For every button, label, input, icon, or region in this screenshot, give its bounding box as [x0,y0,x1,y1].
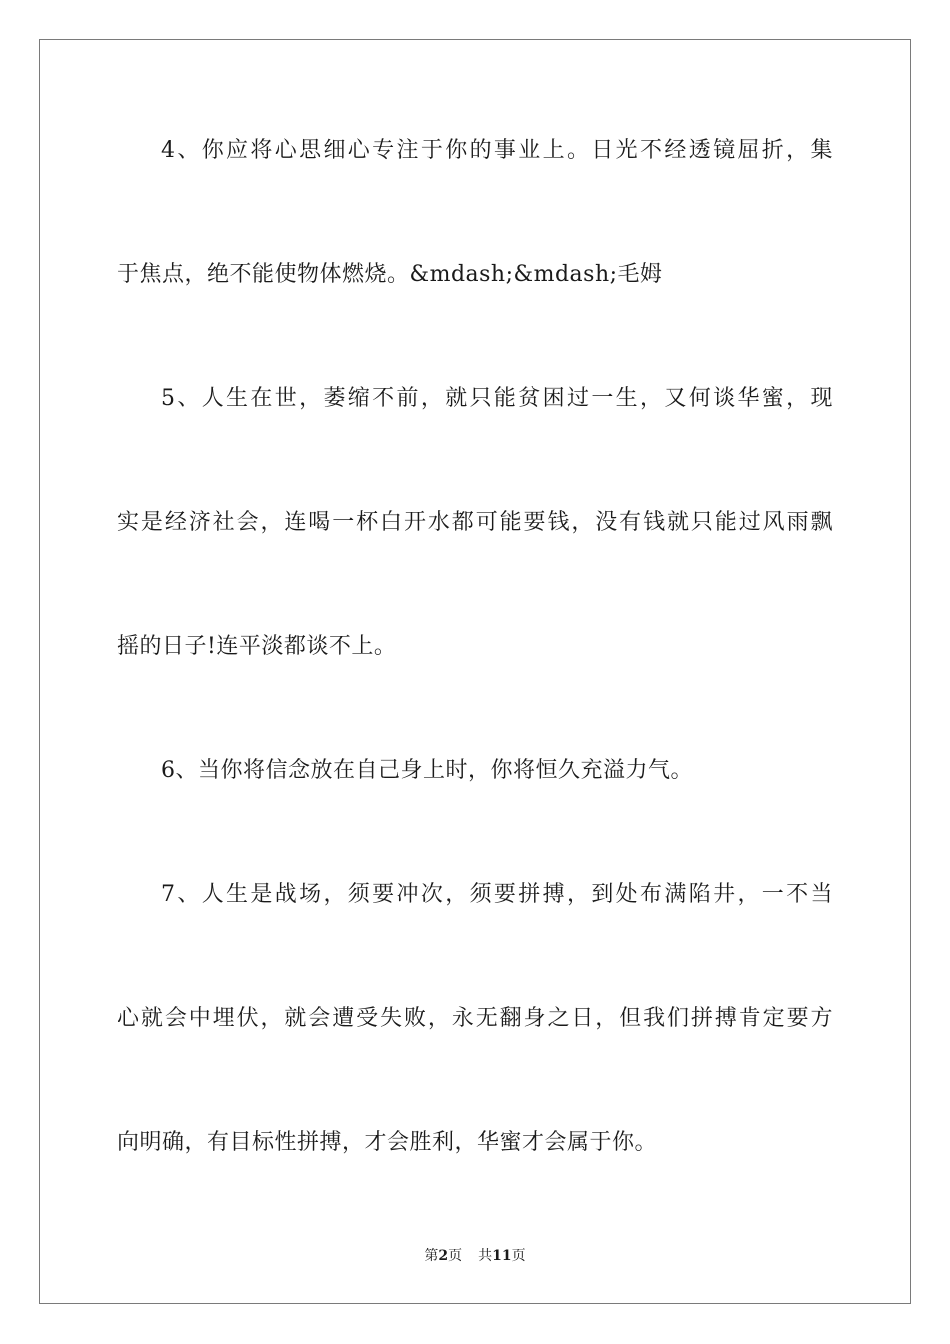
footer-page-suffix: 页 [448,1248,463,1264]
paragraph-5-line-3: 摇的日子!连平淡都谈不上。 [117,634,397,659]
paragraph-7-line-1: 7、人生是战场，须要冲次，须要拼搏，到处布满陷井，一不当 [161,882,833,907]
footer-page-number: 2 [438,1248,449,1264]
paragraph-7-line-2: 心就会中埋伏，就会遭受失败，永无翻身之日，但我们拼搏肯定要方 [117,1006,833,1031]
paragraph-6-line-1: 6、当你将信念放在自己身上时，你将恒久充溢力气。 [161,758,693,783]
paragraph-7-line-3: 向明确，有目标性拼搏，才会胜利，华蜜才会属于你。 [117,1130,658,1155]
footer-total-prefix: 共 [478,1248,493,1264]
page-border [39,39,911,1304]
paragraph-5-line-2: 实是经济社会，连喝一杯白开水都可能要钱，没有钱就只能过风雨飘 [117,510,833,535]
paragraph-4-line-1: 4、你应将心思细心专注于你的事业上。日光不经透镜屈折，集 [161,138,833,163]
page-footer [0,1246,950,1266]
paragraph-4-line-2: 于焦点，绝不能使物体燃烧。&mdash;&mdash;毛姆 [117,262,663,287]
footer-total-number: 11 [492,1248,512,1264]
paragraph-5-line-1: 5、人生在世，萎缩不前，就只能贫困过一生，又何谈华蜜，现 [161,386,833,411]
footer-page-prefix: 第 [424,1248,439,1264]
footer-total-suffix: 页 [511,1248,526,1264]
